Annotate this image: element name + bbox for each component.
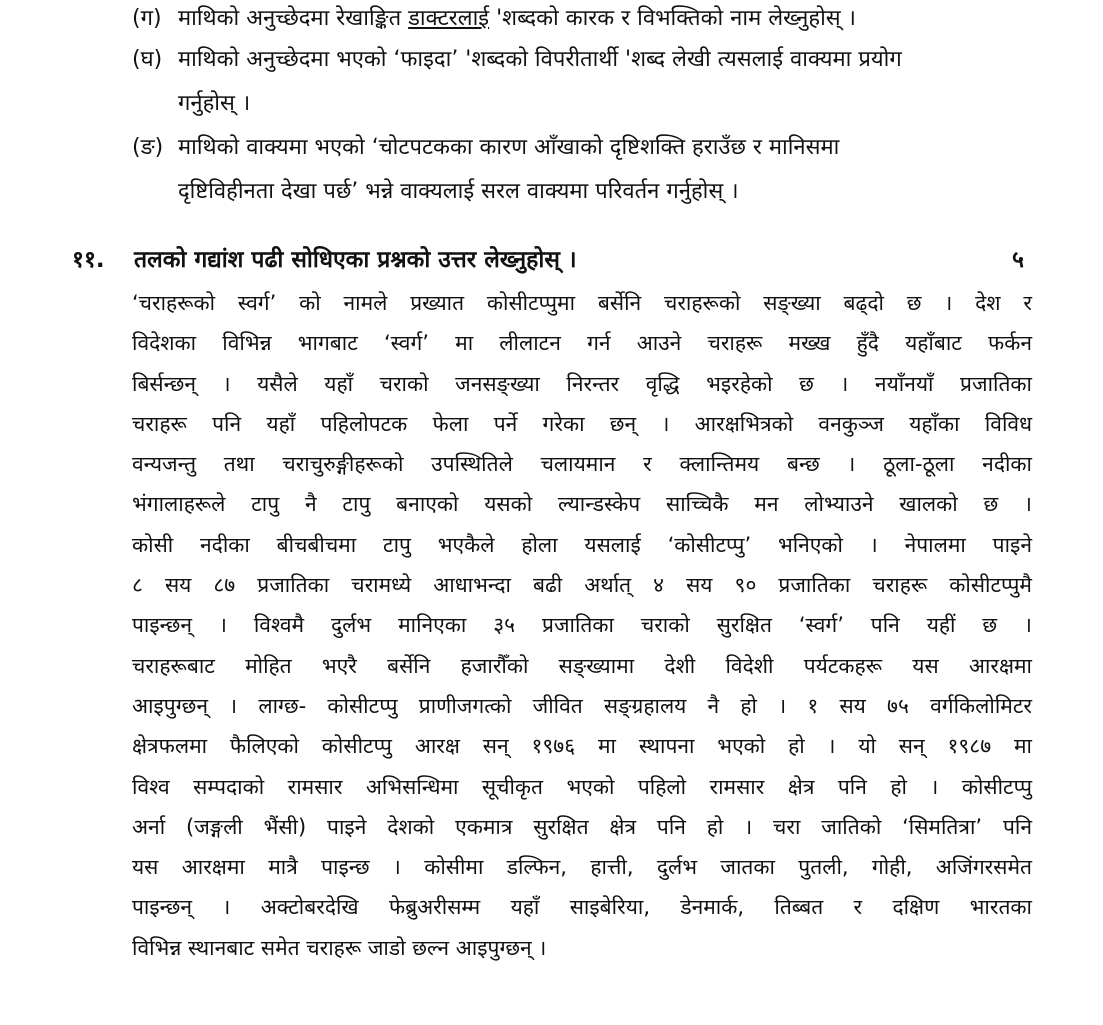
sub-question-nga [132,126,1032,214]
passage-line: ८ सय ८७ प्रजातिका चरामध्ये आधाभन्दा बढी अर्थात् ४ सय ९० प्रजातिका चराहरू कोसीटप्पुमै [132,573,1032,598]
question-number: ११. [72,247,105,273]
passage-line: बिर्सन्छन् । यसैले यहाँ चराको जनसङ्ख्या निरन्तर वृद्धि भइरहेको छ । नयाँनयाँ प्रजातिका [132,371,1032,396]
passage-line: पाइन्छन् । अक्टोबरदेखि फेब्रुअरीसम्म यहाँ साइबेरिया, डेनमार्क, तिब्बत र दक्षिण भारतका [132,895,1032,920]
sub-question-marker: (घ) [132,47,163,72]
question-heading [72,240,1032,280]
passage [132,283,1032,968]
sub-question-text [132,0,1032,41]
passage-line: ‘चराहरूको स्वर्ग’ को नामले प्रख्यात कोसीटप्पुमा बर्सेनि चराहरूको सङ्ख्या बढ्दो छ । देश र [132,291,1032,315]
sub-question-marker: (ग) [132,6,162,31]
passage-line: विदेशका विभिन्न भागबाट ‘स्वर्ग’ मा लीलाटन गर्न आउने चराहरू मख्ख हुँदै यहाँबाट फर्कन [132,331,1032,356]
text-after-underline: 'शब्दको कारक र विभक्तिको नाम लेख्नुहोस् । [489,6,856,31]
sub-question-ga [132,0,1032,41]
passage-line: कोसी नदीका बीचबीचमा टापु भएकैले होला यसलाई ‘कोसीटप्पु’ भनिएको । नेपालमा पाइने [132,532,1032,557]
passage-line: वन्यजन्तु तथा चराचुरुङ्गीहरूको उपस्थितिले चलायमान र क्लान्तिमय बन्छ । ठूला-ठूला नदीका [132,452,1032,477]
passage-line: विश्व सम्पदाको रामसार अभिसन्धिमा सूचीकृत भएको पहिलो रामसार क्षेत्र पनि हो । कोसीटप्पु [132,774,1032,799]
text-before-underline: माथिको अनुच्छेदमा रेखाङ्कित [178,6,409,31]
sub-question-marker: (ङ) [132,135,164,160]
passage-line: चराहरूबाट मोहित भएरै बर्सेनि हजारौँको सङ्ख्यामा देशी विदेशी पर्यटकहरू यस आरक्षमा [132,653,1032,678]
sub-question-line-2: गर्नुहोस् । [178,91,251,116]
passage-line: आइपुग्छन् । लाग्छ- कोसीटप्पु प्राणीजगत्को जीवित सङ्ग्रहालय नै हो । १ सय ७५ वर्गकिलोमिटर [132,693,1032,718]
sub-question-line-1: माथिको अनुच्छेदमा भएको ‘फाइदा’ 'शब्दको विपरीतार्थी 'शब्द लेखी त्यसलाई वाक्यमा प्रयोग [178,47,902,72]
question-title: तलको गद्यांश पढी सोधिएका प्रश्नको उत्तर लेख्नुहोस् । [134,247,577,273]
passage-line: क्षेत्रफलमा फैलिएको कोसीटप्पु आरक्ष सन् १९७६ मा स्थापना भएको हो । यो सन् १९८७ मा [132,734,1032,759]
passage-line: पाइन्छन् । विश्वमै दुर्लभ मानिएका ३५ प्रजातिका चराको सुरक्षित ‘स्वर्ग’ पनि यहीं छ । [132,613,1032,638]
sub-question-line-1: माथिको वाक्यमा भएको ‘चोटपटकका कारण आँखाको दृष्टिशक्ति हराउँछ र मानिसमा [178,135,840,160]
question-marks: ५ [1012,247,1024,273]
passage-line: अर्ना (जङ्गली भैंसी) पाइने देशको एकमात्र सुरक्षित क्षेत्र पनि हो । चरा जातिको ‘सिमतित्रा’ पनि [132,814,1032,839]
passage-line: यस आरक्षमा मात्रै पाइन्छ । कोसीमा डल्फिन, हात्ती, दुर्लभ जातका पुतली, गोही, अजिंगरसमेत [132,855,1032,880]
passage-line: भंगालाहरूले टापु नै टापु बनाएको यसको ल्यान्डस्केप साच्चिकै मन लोभ्याउने खालको छ । [132,492,1032,517]
underlined-word: डाक्टरलाई [408,6,490,31]
sub-question-gha [132,38,1032,126]
sub-question-line-2: दृष्टिविहीनता देखा पर्छ’ भन्ने वाक्यलाई सरल वाक्यमा परिवर्तन गर्नुहोस् । [178,179,739,204]
passage-line: चराहरू पनि यहाँ पहिलोपटक फेला पर्ने गरेका छन् । आरक्षभित्रको वनकुञ्ज यहाँका विविध [132,411,1032,436]
passage-line: विभिन्न स्थानबाट समेत चराहरू जाडो छल्न आइपुग्छन् । [132,935,547,960]
